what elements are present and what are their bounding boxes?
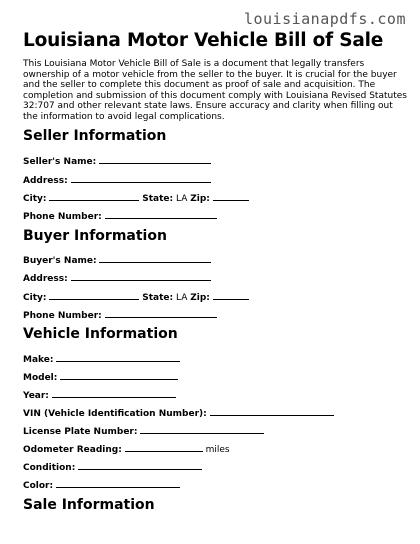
seller-city-label: City:: [23, 194, 47, 204]
seller-heading: Seller Information: [23, 128, 167, 144]
vehicle-make-label: Make:: [23, 355, 54, 365]
buyer-phone-label: Phone Number:: [23, 311, 102, 321]
vehicle-odometer-unit: miles: [205, 445, 230, 455]
buyer-phone-row: [23, 308, 217, 322]
vehicle-year-row: [23, 388, 176, 402]
buyer-name-field[interactable]: [99, 253, 211, 263]
vehicle-section: [23, 326, 408, 491]
vehicle-model-field[interactable]: [60, 370, 178, 380]
buyer-zip-field[interactable]: [213, 290, 249, 300]
buyer-city-row: [23, 290, 249, 304]
buyer-heading: Buyer Information: [23, 228, 167, 244]
buyer-address-row: [23, 271, 211, 285]
seller-name-row: [23, 154, 211, 168]
vehicle-plate-row: [23, 424, 264, 438]
seller-address-field[interactable]: [71, 173, 211, 183]
buyer-state-label: State:: [142, 293, 174, 303]
buyer-city-field[interactable]: [49, 290, 139, 300]
seller-address-row: [23, 173, 211, 187]
vehicle-make-field[interactable]: [56, 352, 180, 362]
vehicle-vin-row: [23, 406, 334, 420]
vehicle-color-row: [23, 478, 180, 492]
seller-section: [23, 128, 408, 222]
buyer-phone-field[interactable]: [105, 308, 217, 318]
vehicle-condition-label: Condition:: [23, 463, 76, 473]
vehicle-odometer-row: [23, 442, 230, 456]
vehicle-color-label: Color:: [23, 481, 54, 491]
intro-paragraph: This Louisiana Motor Vehicle Bill of Sale is a document that legally transfers ownership of a motor vehicle from the seller to the buyer. It is crucial for the buyer and the seller to complete this document as proof of sale and acquisition. The completion and submission of this document comply with Louisiana Revised Statutes 32:707 and other relevant state laws. Ensure accuracy and clarity when filling out the information to avoid legal complications.: [23, 59, 407, 122]
vehicle-year-field[interactable]: [52, 388, 176, 398]
seller-address-label: Address:: [23, 176, 68, 186]
vehicle-make-row: [23, 352, 180, 366]
vehicle-plate-label: License Plate Number:: [23, 427, 138, 437]
vehicle-plate-field[interactable]: [140, 424, 264, 434]
seller-state-value: LA: [175, 194, 188, 204]
seller-city-field[interactable]: [49, 191, 139, 201]
buyer-section: [23, 228, 408, 321]
seller-phone-field[interactable]: [105, 209, 217, 219]
buyer-address-label: Address:: [23, 274, 68, 284]
document-title: Louisiana Motor Vehicle Bill of Sale: [23, 30, 384, 51]
seller-city-row: [23, 191, 249, 205]
buyer-address-field[interactable]: [71, 271, 211, 281]
seller-state-label: State:: [142, 194, 174, 204]
sale-section: [23, 497, 408, 514]
buyer-state-value: LA: [175, 293, 188, 303]
seller-name-label: Seller's Name:: [23, 157, 97, 167]
buyer-name-row: [23, 253, 211, 267]
vehicle-year-label: Year:: [23, 391, 49, 401]
seller-zip-label: Zip:: [190, 194, 210, 204]
vehicle-color-field[interactable]: [56, 478, 180, 488]
vehicle-condition-field[interactable]: [78, 460, 202, 470]
buyer-city-label: City:: [23, 293, 47, 303]
seller-phone-label: Phone Number:: [23, 212, 102, 222]
buyer-name-label: Buyer's Name:: [23, 256, 97, 266]
sale-heading: Sale Information: [23, 497, 155, 513]
vehicle-vin-field[interactable]: [210, 406, 334, 416]
vehicle-model-label: Model:: [23, 373, 58, 383]
vehicle-condition-row: [23, 460, 202, 474]
seller-name-field[interactable]: [99, 154, 211, 164]
vehicle-odometer-label: Odometer Reading:: [23, 445, 122, 455]
document: [23, 30, 408, 513]
vehicle-heading: Vehicle Information: [23, 326, 178, 342]
seller-phone-row: [23, 209, 217, 223]
vehicle-vin-label: VIN (Vehicle Identification Number):: [23, 409, 207, 419]
vehicle-odometer-field[interactable]: [125, 442, 203, 452]
seller-zip-field[interactable]: [213, 191, 249, 201]
watermark: louisianapdfs.com: [243, 10, 406, 28]
vehicle-model-row: [23, 370, 178, 384]
buyer-zip-label: Zip:: [190, 293, 210, 303]
